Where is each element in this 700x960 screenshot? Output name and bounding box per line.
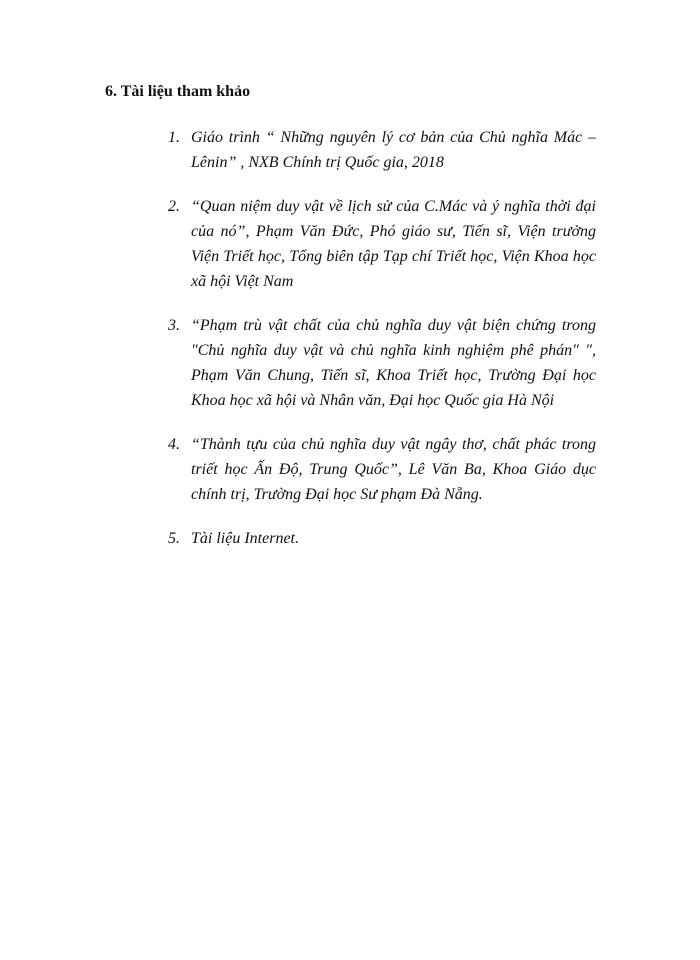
reference-text: “Quan niệm duy vật về lịch sử của C.Mác và ý nghĩa thời đại của nó”, Phạm Văn Đức, Phó giáo sư, Tiến sĩ, Viện trưởng Viện Triết học, Tổng biên tập Tạp chí Triết học, Viện Khoa học xã hội Việt Nam (191, 198, 596, 290)
reference-item-1 (168, 125, 596, 175)
reference-text: Tài liệu Internet. (191, 530, 299, 547)
reference-number: 4. (168, 436, 180, 453)
reference-text: “Phạm trù vật chất của chủ nghĩa duy vật biện chứng trong "Chủ nghĩa duy vật và chủ nghĩa kinh nghiệm phê phán" ", Phạm Văn Chung, Tiến sĩ, Khoa Triết học, Trường Đại học Khoa học xã hội và Nhân văn, Đại học Quốc gia Hà Nội (191, 317, 596, 409)
reference-text: Giáo trình “ Những nguyên lý cơ bản của Chủ nghĩa Mác – Lênin” , NXB Chính trị Quốc gia, 2018 (191, 129, 596, 171)
reference-item-3 (168, 313, 596, 413)
reference-text: “Thành tựu của chủ nghĩa duy vật ngây thơ, chất phác trong triết học Ấn Độ, Trung Quốc”, Lê Văn Ba, Khoa Giáo dục chính trị, Trường Đại học Sư phạm Đà Nẵng. (191, 436, 596, 503)
reference-list (168, 125, 596, 570)
reference-number: 2. (168, 198, 180, 215)
reference-number: 3. (168, 317, 180, 334)
reference-item-4 (168, 432, 596, 507)
reference-number: 5. (168, 530, 180, 547)
reference-number: 1. (168, 129, 180, 146)
reference-item-5 (168, 526, 596, 551)
section-heading: 6. Tài liệu tham khảo (105, 83, 251, 100)
reference-item-2 (168, 194, 596, 294)
